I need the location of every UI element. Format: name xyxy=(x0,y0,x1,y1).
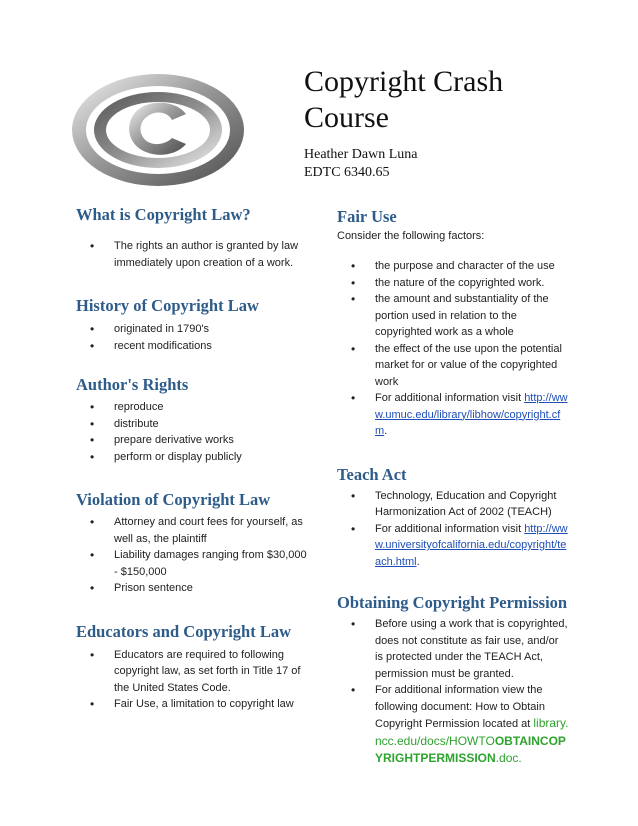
document-path-ext: .doc. xyxy=(495,751,522,765)
more-info-text: For additional information visit xyxy=(375,392,525,404)
section-heading-what-is: What is Copyright Law? xyxy=(76,205,251,224)
section-heading-fair-use: Fair Use xyxy=(337,207,397,226)
list-item: • Liability damages ranging from $30,000 - $150,000 xyxy=(76,547,308,580)
document-title xyxy=(304,64,604,136)
copyright-logo-icon xyxy=(68,70,248,190)
list-item: • the amount and substantiality of the portion used in relation to the copyrighted work as a whole xyxy=(337,291,569,341)
right-column xyxy=(337,206,569,768)
list-item: • the effect of the use upon the potential market for or value of the copyrighted work xyxy=(337,341,569,391)
list-item: • perform or display publicly xyxy=(76,449,308,466)
link-period: . xyxy=(384,425,388,437)
list-item: • the nature of the copyrighted work. xyxy=(337,275,569,292)
title-line-2: Course xyxy=(304,101,389,134)
list-item: • the purpose and character of the use xyxy=(337,258,569,275)
link-period: . xyxy=(416,555,420,568)
umuc-copyright-link[interactable]: http://www.umuc.edu/library/libhow/copyright.cfm xyxy=(375,392,568,437)
list-item: • Attorney and court fees for yourself, as well as, the plaintiff xyxy=(76,514,308,547)
left-column xyxy=(76,204,308,713)
document-info-text: For additional information view the following document: How to Obtain Copyright Permission located at xyxy=(375,684,545,730)
section-heading-history: History of Copyright Law xyxy=(76,296,259,315)
list-item: • Technology, Education and Copyright Harmonization Act of 2002 (TEACH) xyxy=(337,488,569,521)
list-item-more-info xyxy=(337,390,569,440)
list-item: • Educators are required to following copyright law, as set forth in Title 17 of the United States Code. xyxy=(76,647,308,697)
list-item: • Before using a work that is copyrighted, does not constitute as fair use, and/or is protected under the TEACH Act, permission must be granted. xyxy=(337,616,569,682)
list-item: • Fair Use, a limitation to copyright law xyxy=(76,696,308,713)
list-item: • distribute xyxy=(76,416,308,433)
section-heading-teach-act: Teach Act xyxy=(337,464,407,484)
section-heading-violation: Violation of Copyright Law xyxy=(76,490,271,509)
fair-use-intro: Consider the following factors: xyxy=(337,230,485,242)
section-heading-permission: Obtaining Copyright Permission xyxy=(337,593,568,612)
title-line-1: Copyright Crash xyxy=(304,65,504,98)
more-info-text: For additional information visit xyxy=(375,522,525,535)
list-item: • The rights an author is granted by law immediately upon creation of a work. xyxy=(76,238,308,271)
list-item: • recent modifications xyxy=(76,338,308,355)
author-name: Heather Dawn Luna xyxy=(304,147,418,162)
list-item: • reproduce xyxy=(76,399,308,416)
list-item-document-path xyxy=(337,682,569,768)
section-heading-educators: Educators and Copyright Law xyxy=(76,621,291,641)
section-heading-authors-rights: Author's Rights xyxy=(76,375,189,394)
course-code: EDTC 6340.65 xyxy=(304,165,390,180)
list-item: • Prison sentence xyxy=(76,580,308,597)
uc-teach-link[interactable]: http://www.universityofcalifornia.edu/copyright/teach.html xyxy=(375,522,568,568)
author-block xyxy=(304,146,418,182)
list-item: • prepare derivative works xyxy=(76,432,308,449)
list-item-more-info xyxy=(337,521,569,571)
document-path-file: OBTAINCOPYRIGHTPERMISSION xyxy=(375,733,566,765)
list-item: • originated in 1790's xyxy=(76,321,308,338)
document-path-host: library.ncc.edu/docs/HOWTO xyxy=(375,716,569,748)
